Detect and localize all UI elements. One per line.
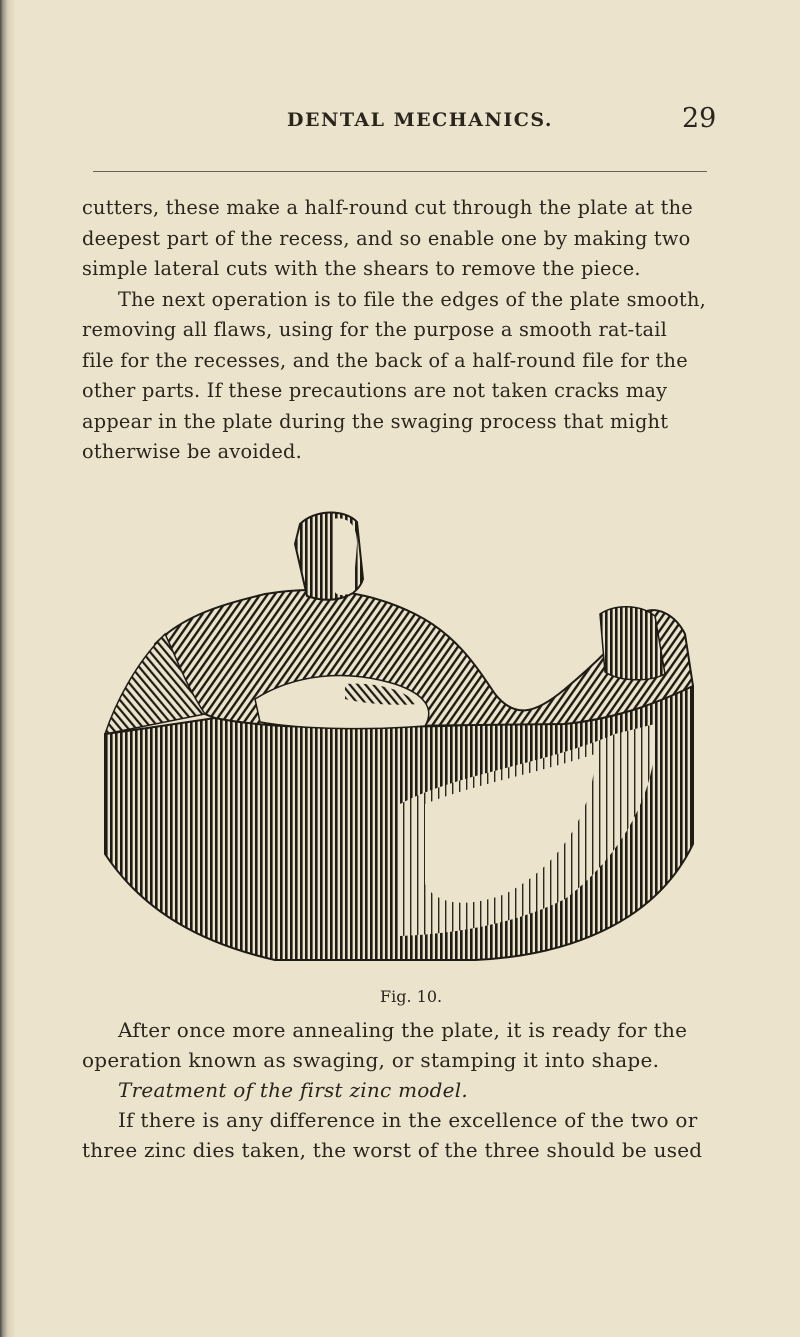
section-heading-text: Treatment of the first zinc model. xyxy=(118,1078,468,1102)
running-title: DENTAL MECHANICS. xyxy=(287,109,554,131)
text-line: After once more annealing the plate, it is ready for the xyxy=(118,1018,688,1042)
text-line: deepest part of the recess, and so enable one by making two xyxy=(82,226,691,250)
text-line: file for the recesses, and the back of a half-round file for the xyxy=(82,348,688,372)
text-line: simple lateral cuts with the shears to remove the piece. xyxy=(82,257,641,280)
right-socket xyxy=(600,607,665,680)
header-rule xyxy=(93,171,707,172)
body-text-final xyxy=(82,1105,714,1165)
text-line: The next operation is to file the edges of the plate smooth, xyxy=(118,287,707,311)
text-line: removing all flaws, using for the purpose a smooth rat-tail xyxy=(82,318,668,341)
text-line: three zinc dies taken, the worst of the three should be used xyxy=(82,1138,703,1162)
tooth-highlight xyxy=(333,518,357,595)
text-line: If there is any difference in the excellence of the two or xyxy=(118,1108,698,1132)
text-line: otherwise be avoided. xyxy=(82,440,303,463)
section-heading xyxy=(82,1075,714,1105)
zinc-model-engraving xyxy=(95,504,705,974)
page-number: 29 xyxy=(682,103,717,134)
body-text-bottom xyxy=(82,1015,714,1075)
page-header xyxy=(0,103,800,143)
text-line: operation known as swaging, or stamping it into shape. xyxy=(82,1048,660,1072)
figure-caption: Fig. 10. xyxy=(380,987,443,1006)
text-line: appear in the plate during the swaging process that might xyxy=(82,409,669,433)
page-edge-shadow xyxy=(0,0,16,1337)
text-line: cutters, these make a half-round cut through the plate at the xyxy=(82,196,693,219)
text-line: other parts. If these precautions are not taken cracks may xyxy=(82,379,668,402)
body-text-top xyxy=(82,193,714,468)
